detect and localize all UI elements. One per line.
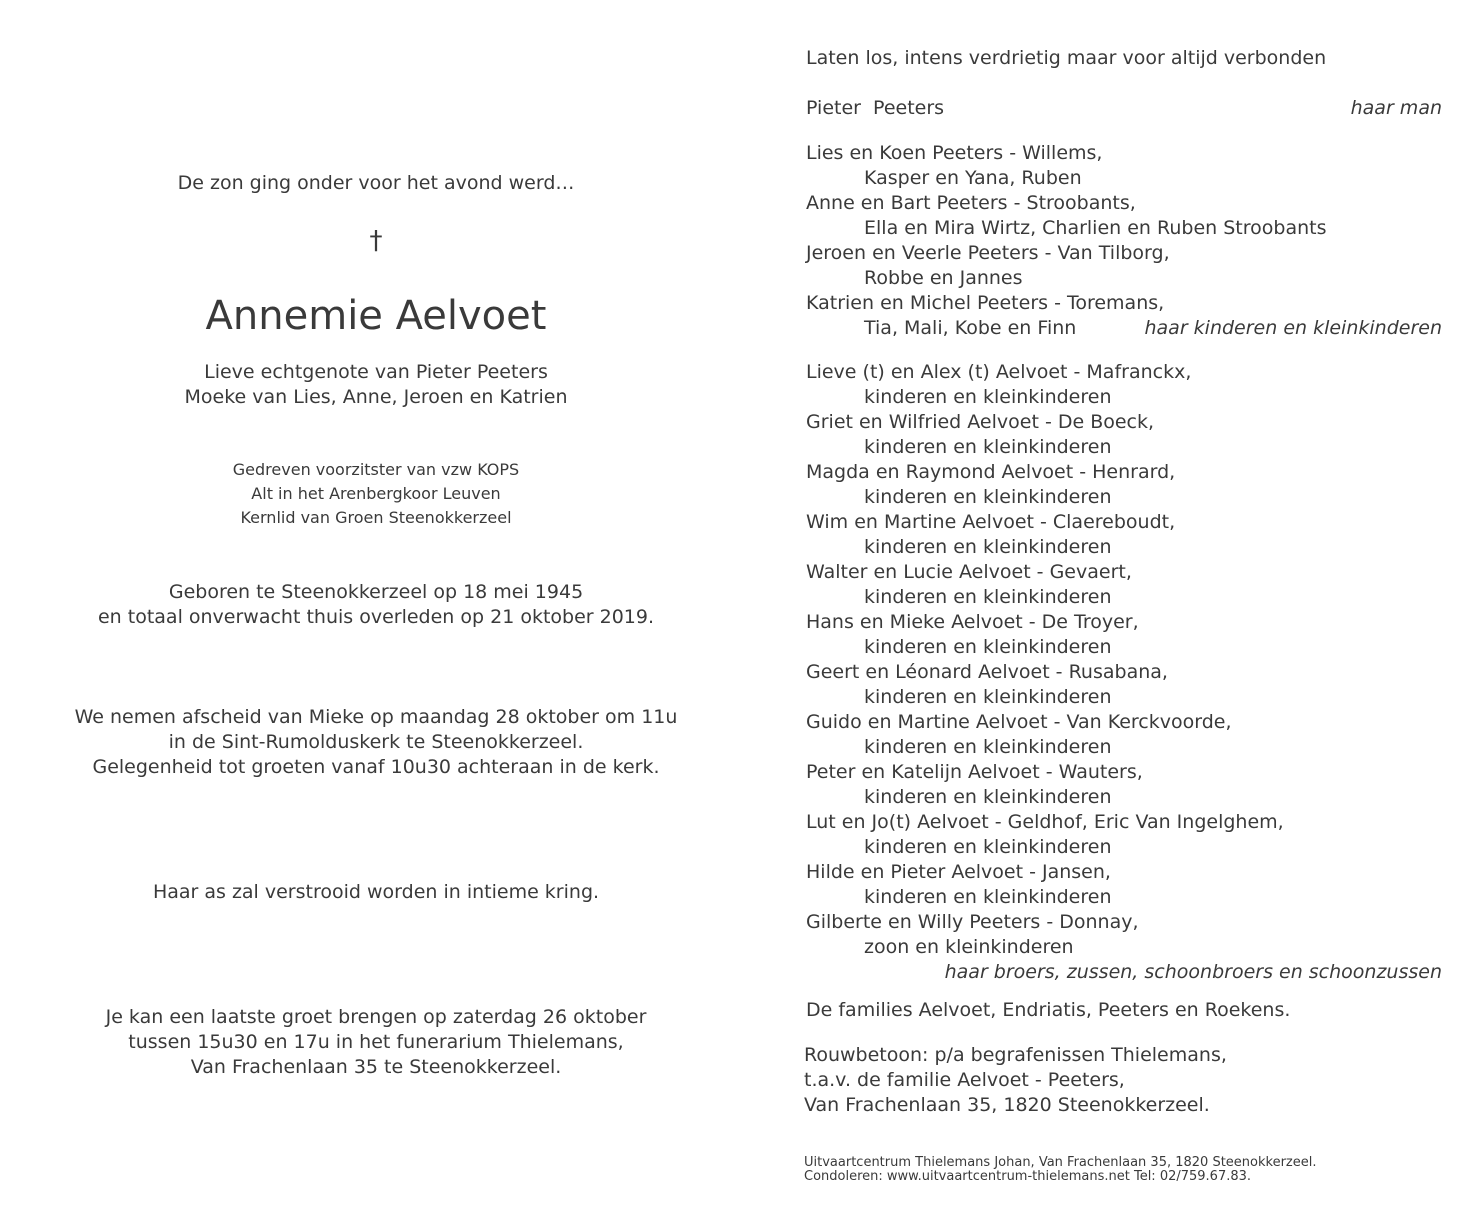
grandchild-line: Tia, Mali, Kobe en Finn <box>864 317 1077 339</box>
sibling-line: Lut en Jo(t) Aelvoet - Geldhof, Eric Van Ingelghem, <box>806 811 1284 833</box>
sibling-line: Magda en Raymond Aelvoet - Henrard, <box>806 461 1176 483</box>
sibling-sub-line: kinderen en kleinkinderen <box>864 636 1112 658</box>
farewell-line: in de Sint-Rumolduskerk te Steenokkerzeel. <box>168 731 584 753</box>
husband-row <box>806 96 1442 121</box>
siblings-role: haar broers, zussen, schoonbroers en schoonzussen <box>944 961 1442 983</box>
sibling-line: Walter en Lucie Aelvoet - Gevaert, <box>806 561 1132 583</box>
intro-line: Laten los, intens verdrietig maar voor altijd verbonden <box>806 47 1327 69</box>
sibling-sub-line: kinderen en kleinkinderen <box>864 686 1112 708</box>
life-line: en totaal onverwacht thuis overleden op 21 oktober 2019. <box>97 606 655 628</box>
child-line: Anne en Bart Peeters - Stroobants, <box>806 192 1136 214</box>
life-line: Geboren te Steenokkerzeel op 18 mei 1945 <box>168 581 584 603</box>
deceased-name: Annemie Aelvoet <box>205 293 547 339</box>
grandchild-line: Ella en Mira Wirtz, Charlien en Ruben Stroobants <box>864 217 1327 239</box>
husband-role: haar man <box>1350 97 1442 119</box>
address-line: Van Frachenlaan 35, 1820 Steenokkerzeel. <box>804 1094 1210 1116</box>
visit-line: Je kan een laatste groet brengen op zaterdag 26 oktober <box>105 1006 647 1028</box>
sibling-line: Guido en Martine Aelvoet - Van Kerckvoorde, <box>806 711 1232 733</box>
sibling-line: Peter en Katelijn Aelvoet - Wauters, <box>806 761 1143 783</box>
sibling-sub-line: kinderen en kleinkinderen <box>864 386 1112 408</box>
sibling-sub-line: kinderen en kleinkinderen <box>864 586 1112 608</box>
address-line: Rouwbetoon: p/a begrafenissen Thielemans, <box>804 1044 1227 1066</box>
right-panel <box>806 0 1446 1214</box>
child-last-row <box>806 316 1442 341</box>
sibling-line: Hilde en Pieter Aelvoet - Jansen, <box>806 861 1111 883</box>
sibling-sub-line: kinderen en kleinkinderen <box>864 836 1112 858</box>
address-line: t.a.v. de familie Aelvoet - Peeters, <box>804 1069 1125 1091</box>
sibling-sub-line: kinderen en kleinkinderen <box>864 786 1112 808</box>
children-list <box>806 141 1442 341</box>
sibling-sub-line: zoon en kleinkinderen <box>864 936 1074 958</box>
children-role: haar kinderen en kleinkinderen <box>1144 317 1442 339</box>
motto: De zon ging onder voor het avond werd… <box>177 172 575 194</box>
grandchild-line: Kasper en Yana, Ruben <box>864 167 1082 189</box>
child-line: Lies en Koen Peeters - Willems, <box>806 142 1103 164</box>
role-line: Gedreven voorzitster van vzw KOPS <box>232 460 520 479</box>
child-line: Katrien en Michel Peeters - Toremans, <box>806 292 1165 314</box>
relation-line: Moeke van Lies, Anne, Jeroen en Katrien <box>184 386 568 408</box>
sibling-line: Lieve (t) en Alex (t) Aelvoet - Mafranckx, <box>806 361 1192 383</box>
sibling-sub-line: kinderen en kleinkinderen <box>864 886 1112 908</box>
sibling-sub-line: kinderen en kleinkinderen <box>864 736 1112 758</box>
siblings-list <box>806 360 1442 985</box>
farewell-line: Gelegenheid tot groeten vanaf 10u30 achteraan in de kerk. <box>92 756 660 778</box>
husband-name: Pieter Peeters <box>806 97 945 119</box>
farewell-line: We nemen afscheid van Mieke op maandag 28 oktober om 11u <box>74 706 678 728</box>
families-line: De families Aelvoet, Endriatis, Peeters en Roekens. <box>806 999 1291 1021</box>
child-line: Jeroen en Veerle Peeters - Van Tilborg, <box>806 242 1170 264</box>
cross-symbol: † <box>369 226 383 256</box>
sibling-line: Wim en Martine Aelvoet - Claereboudt, <box>806 511 1176 533</box>
footer <box>804 1156 1317 1184</box>
ashes-line: Haar as zal verstrooid worden in intieme kring. <box>152 881 600 903</box>
role-line: Kernlid van Groen Steenokkerzeel <box>240 508 512 527</box>
sibling-line: Hans en Mieke Aelvoet - De Troyer, <box>806 611 1139 633</box>
footer-line: Condoleren: www.uitvaartcentrum-thielemans.net Tel: 02/759.67.83. <box>804 1169 1252 1184</box>
condolence-address <box>804 1043 1227 1118</box>
sibling-line: Geert en Léonard Aelvoet - Rusabana, <box>806 661 1168 683</box>
relation-line: Lieve echtgenote van Pieter Peeters <box>204 361 548 383</box>
sibling-sub-line: kinderen en kleinkinderen <box>864 536 1112 558</box>
sibling-line: Griet en Wilfried Aelvoet - De Boeck, <box>806 411 1155 433</box>
grandchild-line: Robbe en Jannes <box>864 267 1023 289</box>
sibling-line: Gilberte en Willy Peeters - Donnay, <box>806 911 1139 933</box>
sibling-sub-line: kinderen en kleinkinderen <box>864 436 1112 458</box>
visit-line: tussen 15u30 en 17u in het funerarium Thielemans, <box>128 1031 624 1053</box>
footer-line: Uitvaartcentrum Thielemans Johan, Van Frachenlaan 35, 1820 Steenokkerzeel. <box>804 1155 1317 1170</box>
sibling-sub-line: kinderen en kleinkinderen <box>864 486 1112 508</box>
role-line: Alt in het Arenbergkoor Leuven <box>251 484 501 503</box>
visit-line: Van Frachenlaan 35 te Steenokkerzeel. <box>190 1056 562 1078</box>
